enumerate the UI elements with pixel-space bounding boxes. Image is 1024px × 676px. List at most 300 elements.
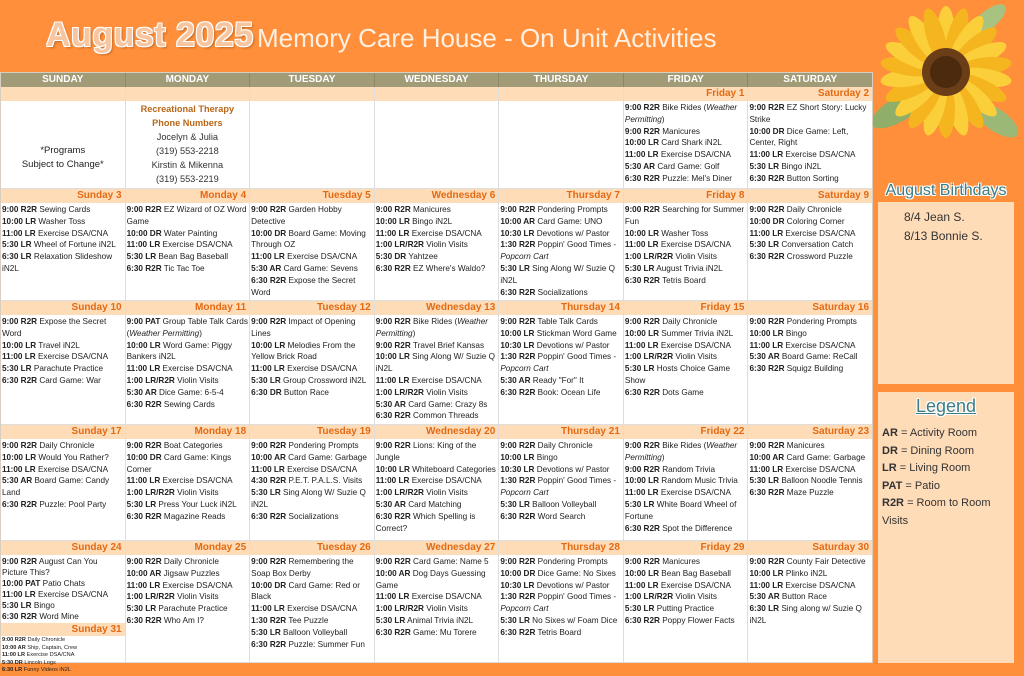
activity-time: 10:30 LR: [500, 464, 535, 474]
activity-text: Exercise DSA/CNA: [284, 604, 358, 614]
activity-text: Game: Mu Torere: [410, 627, 477, 637]
day-label: [1, 87, 125, 101]
activity-item: [749, 487, 871, 499]
activity-item: [2, 660, 124, 668]
activity-item: [625, 440, 747, 464]
activity-list: [1, 636, 125, 676]
activity-item: [376, 440, 498, 464]
activity-text: Card Game: Kings Corner: [126, 452, 232, 474]
activity-time: 9:00 R2R: [251, 317, 287, 326]
activity-item: [625, 251, 747, 263]
day-cell: [1, 301, 126, 425]
activity-time: 9:00 R2R: [2, 317, 38, 326]
activity-item: [2, 251, 124, 275]
activity-text: Remembering the Soap Box Derby: [251, 557, 354, 578]
activity-item: [749, 568, 871, 580]
activity-item: [251, 204, 373, 228]
activity-time: 6:30 R2R: [500, 387, 536, 397]
activity-item: [376, 511, 498, 535]
activity-text: Daily Chronicle: [535, 441, 593, 450]
activity-text: Animal Trivia iN2L: [405, 615, 474, 625]
activity-item: [625, 173, 747, 185]
activity-list: [748, 315, 872, 375]
activity-time: 1:00 LR/R2R: [624, 592, 674, 602]
activity-item: [127, 603, 249, 615]
activity-text: Crossword Puzzle: [784, 252, 853, 262]
activity-time: 5:30 LR: [126, 499, 157, 509]
activity-time: 10:00 LR: [251, 340, 286, 350]
month-title: August 2025: [46, 16, 254, 54]
activity-text: Violin Visits: [423, 488, 468, 498]
activity-text: Wheel of Fortune iN2L: [31, 240, 116, 250]
activity-time: 11:00 LR: [624, 240, 659, 250]
activity-text: Bean Bag Baseball: [156, 252, 229, 262]
activity-item: [749, 126, 871, 150]
activity-time: 11:00 LR: [749, 580, 784, 590]
activity-time: 1:00 LR/R2R: [375, 240, 424, 250]
activity-time: 9:00 R2R: [624, 126, 660, 136]
activity-time: 11:00 LR: [749, 228, 784, 238]
activity-list: [1, 555, 125, 622]
activity-time: 5:30 LR: [500, 263, 530, 273]
legend-panel: [878, 392, 1014, 663]
activity-time: 10:00 DR: [749, 126, 785, 136]
activity-time: 9:00 R2R: [375, 317, 411, 326]
activity-time: 5:30 DR: [375, 252, 407, 262]
activity-time: 10:00 LR: [2, 452, 37, 462]
activity-item: [500, 204, 622, 216]
activity-time: 9:00 R2R: [749, 205, 785, 214]
activity-time: 11:00 LR: [2, 464, 36, 474]
day-label: Thursday 7: [499, 189, 623, 203]
activity-item: [625, 351, 747, 363]
activity-time: 9:00 R2R: [375, 205, 411, 214]
activity-text: Washer Toss: [659, 228, 709, 238]
activity-item: [749, 173, 871, 185]
activity-text: Squigz Building: [784, 364, 844, 374]
activity-item: [376, 216, 498, 228]
activity-text-end: ): [661, 114, 665, 124]
activity-note: Weather Permitting: [624, 103, 738, 124]
activity-time: 10:00 LR: [749, 328, 784, 338]
activity-item: [127, 511, 249, 523]
activity-time: 11:00 LR: [375, 228, 410, 238]
activity-time: 10:00 LR: [749, 568, 784, 578]
activity-item: [127, 475, 249, 487]
activity-text: Ship, Captain, Crew: [25, 644, 78, 651]
activity-text: Button Sorting: [784, 173, 839, 183]
activity-time: 11:00 LR: [624, 340, 659, 350]
activity-list: [499, 203, 623, 298]
activity-text: Exercise DSA/CNA: [658, 150, 731, 160]
activity-time: 10:00 LR: [2, 340, 37, 350]
activity-item: [625, 228, 747, 240]
activity-time: 6:30 LR: [749, 604, 780, 614]
activity-time: 11:00 LR: [126, 364, 161, 374]
day-label: Friday 8: [624, 189, 748, 203]
activity-text: Yahtzee: [406, 252, 438, 262]
activity-time: 6:30 R2R: [251, 511, 287, 521]
activity-item: [500, 627, 622, 639]
activity-time: 5:30 LR: [126, 252, 157, 262]
activity-text: Word Game: Piggy Bankers iN2L: [126, 340, 233, 362]
activity-list: [748, 101, 872, 185]
activity-text: Poppy Flower Facts: [659, 615, 735, 625]
activity-item: [625, 328, 747, 340]
activity-time: 10:00 LR: [126, 340, 161, 350]
activity-time: 9:00 R2R: [624, 317, 660, 326]
activity-item: [625, 275, 747, 287]
activity-time: 9:00 R2R: [500, 205, 536, 214]
activity-item: [376, 615, 498, 627]
activity-text: Jigsaw Puzzles: [161, 568, 220, 578]
activity-list: [499, 315, 623, 399]
activity-item: [127, 204, 249, 228]
activity-time: 9:00 R2R: [624, 464, 660, 474]
activity-text: Tee Puzzle: [286, 615, 329, 625]
activity-time: 11:00 LR: [2, 228, 36, 238]
day-label: Sunday 24: [1, 541, 125, 555]
day-cell: [250, 87, 375, 189]
activity-time: 10:00 LR: [375, 216, 410, 226]
activity-text: Puzzle: Mel's Diner: [659, 173, 733, 183]
activity-text: Card Game: Red or Black: [251, 580, 360, 602]
activity-item: [2, 316, 124, 340]
activity-time: 11:00 LR: [375, 476, 410, 486]
activity-text: Funny Videos iN2L: [22, 667, 71, 674]
activity-text: Button Race: [779, 592, 827, 602]
activity-time: 10:30 LR: [500, 580, 535, 590]
activity-list: [624, 101, 748, 185]
day-label: Sunday 31: [1, 623, 125, 636]
activity-time: 9:00 R2R: [500, 317, 536, 326]
activity-item: [376, 464, 498, 476]
activity-text: Which Spelling is Correct?: [375, 511, 476, 533]
activity-time: 6:30 R2R: [500, 511, 536, 521]
activity-text: Magazine Reads: [161, 511, 226, 521]
activity-text: Exercise DSA/CNA: [409, 228, 482, 238]
day-cell: [375, 425, 500, 541]
activity-list: [126, 315, 250, 410]
activity-item: [500, 440, 622, 452]
activity-list: [748, 555, 872, 627]
activity-time: 5:30 AR: [375, 499, 406, 509]
activity-time: 1:00 LR/R2R: [126, 592, 175, 602]
calendar-week: [1, 425, 872, 541]
birthday-item: 8/13 Bonnie S.: [904, 229, 983, 243]
activity-text: Maze Puzzle: [784, 488, 834, 498]
activity-item: [749, 204, 871, 216]
activity-item: [500, 340, 622, 352]
activity-list: [126, 203, 250, 275]
activity-text: Hosts Choice Game Show: [624, 364, 731, 385]
activity-item: [625, 523, 747, 535]
activity-item: [251, 464, 373, 476]
activity-text: Card Game: War: [37, 375, 101, 385]
activity-item: [251, 639, 373, 651]
day-label: Monday 18: [126, 425, 250, 439]
activity-item: [2, 216, 124, 228]
legend-title: Legend: [915, 396, 977, 416]
activity-time: 5:30 LR: [126, 604, 157, 614]
activity-time: 6:30 R2R: [749, 252, 785, 262]
activity-list: [250, 555, 374, 650]
activity-item: [376, 263, 498, 275]
day-cell: [126, 189, 251, 301]
activity-item: [376, 499, 498, 511]
day-cell: [1, 87, 126, 189]
activity-item: [500, 351, 622, 375]
activity-list: [126, 439, 250, 523]
activity-item: [749, 328, 871, 340]
activity-time: 9:00 R2R: [749, 103, 785, 112]
activity-item: [625, 580, 747, 592]
activity-item: [625, 239, 747, 251]
activity-text: County Fair Detective: [784, 557, 866, 566]
legend-item: [882, 495, 1010, 530]
activity-time: 11:00 LR: [251, 604, 285, 614]
activity-text: Balloon Volleyball: [280, 627, 348, 637]
activity-time: 5:30 AR: [251, 263, 282, 273]
activity-note: Popcorn Cart: [500, 488, 549, 498]
activity-item: [625, 487, 747, 499]
activity-text: White Board Wheel of Fortune: [624, 499, 737, 521]
activity-text: Balloon Noodle Tennis: [779, 476, 863, 486]
activity-note: Popcorn Cart: [500, 364, 549, 374]
activity-text: Whiteboard Categories: [409, 464, 496, 474]
activity-item: [500, 287, 622, 299]
day-cell: [1, 425, 126, 541]
activity-item: [127, 251, 249, 263]
activity-item: [376, 239, 498, 251]
activity-list: [375, 555, 499, 639]
calendar-week: [1, 189, 872, 301]
activity-item: [2, 499, 124, 511]
activity-text: Bingo iN2L: [409, 216, 453, 226]
legend-code: AR: [882, 427, 898, 439]
activity-time: 6:30 R2R: [624, 387, 660, 397]
birthdays-panel: [878, 178, 1014, 384]
activity-time: 1:00 LR/R2R: [624, 352, 674, 362]
activity-text: Bingo: [783, 328, 807, 338]
activity-text: Water Painting: [161, 228, 218, 238]
activity-item: [625, 475, 747, 487]
day-label: Friday 22: [624, 425, 748, 439]
weekday-header: [1, 73, 872, 87]
activity-text: Word Search: [535, 511, 586, 521]
activity-text: Bike Rides (: [410, 317, 458, 326]
activity-text: Exercise DSA/CNA: [409, 592, 482, 602]
day-label: Thursday 14: [499, 301, 623, 315]
activity-item: [749, 251, 871, 263]
activity-text: Exercise DSA/CNA: [160, 240, 233, 250]
activity-text: Violin Visits: [174, 592, 219, 602]
activity-text: Poppin' Good Times -: [535, 476, 617, 486]
activity-time: 6:30 R2R: [624, 615, 660, 625]
day-label: [250, 87, 374, 101]
day-label: Saturday 23: [748, 425, 872, 439]
activity-time: 6:30 R2R: [500, 287, 536, 297]
day-cell: [748, 541, 872, 663]
activity-item: [376, 316, 498, 340]
activity-text: Puzzle: Pool Party: [37, 499, 107, 509]
day-label: Tuesday 26: [250, 541, 374, 555]
activity-text: Bingo: [31, 601, 55, 610]
activity-time: 10:00 LR: [2, 216, 37, 226]
activity-time: 10:00 AR: [375, 568, 411, 578]
rt-title: Recreational Therapy: [140, 104, 235, 114]
activity-time: 10:00 DR: [500, 568, 536, 578]
page-title: Memory Care House - On Unit Activities: [257, 23, 717, 53]
activity-time: 11:00 LR: [624, 150, 659, 160]
activity-list: [375, 439, 499, 534]
day-label: Saturday 16: [748, 301, 872, 315]
activity-text: Dice Game: Left, Center, Right: [749, 126, 849, 148]
activity-time: 6:30 R2R: [126, 615, 162, 625]
day-cell: [499, 541, 624, 663]
activity-list: [250, 439, 374, 523]
activity-time: 1:00 LR/R2R: [375, 387, 424, 397]
activity-time: 1:30 R2R: [500, 476, 536, 486]
day-label: Sunday 17: [1, 425, 125, 439]
activity-item: [749, 161, 871, 173]
activity-item: [625, 102, 747, 126]
activity-item: [251, 251, 373, 263]
day-label: Sunday 3: [1, 189, 125, 203]
activity-text: Socializations: [286, 511, 339, 521]
activity-time: 9:00 R2R: [624, 441, 660, 450]
legend-list: [878, 417, 1014, 530]
activity-item: [251, 603, 373, 615]
activity-time: 9:00 R2R: [126, 205, 162, 214]
activity-item: [500, 591, 622, 615]
activity-item: [749, 351, 871, 363]
activity-time: 10:30 LR: [500, 340, 535, 350]
activity-text: Balloon Volleyball: [529, 499, 597, 509]
day-label: Wednesday 20: [375, 425, 499, 439]
activity-time: 6:30 R2R: [251, 639, 287, 649]
activity-time: 1:00 LR/R2R: [375, 488, 424, 498]
activity-item: [625, 499, 747, 523]
activity-text: Sing Along W/ Suzie Q iN2L: [375, 352, 495, 374]
activity-item: [251, 275, 373, 299]
activity-time: 9:00 R2R: [251, 557, 287, 566]
activity-text: Board Game: Moving Through OZ: [251, 228, 366, 250]
activity-time: 10:00 DR: [251, 580, 287, 590]
activity-item: [749, 591, 871, 603]
activity-text: Putting Practice: [654, 604, 715, 614]
activity-time: 6:30 R2R: [2, 499, 38, 509]
activity-text: Violin Visits: [423, 240, 468, 250]
activity-text: EZ Short Story: Lucky Strike: [749, 103, 867, 124]
activity-time: 11:00 LR: [2, 652, 26, 659]
activity-text: Exercise DSA/CNA: [160, 580, 233, 590]
activity-item: [251, 487, 373, 511]
activity-text: Boat Categories: [161, 441, 223, 450]
activity-item: [376, 475, 498, 487]
activity-text: Sewing Cards: [161, 399, 215, 409]
activity-text: Card Game: UNO: [535, 216, 603, 226]
activity-time: 9:00 R2R: [126, 441, 162, 450]
activity-text: EZ Where's Waldo?: [410, 263, 486, 273]
activity-text: Manicures: [659, 557, 700, 566]
activity-time: 1:00 LR/R2R: [624, 252, 674, 262]
activity-item: [376, 487, 498, 499]
activity-time: 5:30 AR: [749, 352, 780, 362]
activity-time: 9:00 R2R: [2, 441, 38, 450]
activity-item: [500, 556, 622, 568]
activity-time: 10:00 AR: [126, 568, 162, 578]
activity-item: [127, 340, 249, 364]
activity-time: 1:00 LR/R2R: [375, 604, 424, 614]
activity-item: [749, 556, 871, 568]
activity-item: [251, 556, 373, 580]
activity-item: [127, 452, 249, 476]
activity-text: Garden Hobby Detective: [251, 205, 342, 226]
day-label: Tuesday 5: [250, 189, 374, 203]
activity-list: [624, 439, 748, 534]
activity-item: [251, 452, 373, 464]
activity-time: 11:00 LR: [251, 364, 285, 374]
activity-item: [2, 239, 124, 251]
activity-item: [2, 645, 124, 653]
activity-item: [500, 511, 622, 523]
activity-time: 9:00 R2R: [2, 205, 38, 214]
activity-list: [1, 315, 125, 387]
activity-time: 5:30 LR: [749, 161, 780, 171]
activity-time: 9:00 R2R: [749, 557, 785, 566]
activity-item: [376, 603, 498, 615]
activity-text: Dog Days Guessing Game: [375, 568, 486, 590]
activity-time: 10:00 LR: [624, 138, 660, 148]
calendar-week: [1, 301, 872, 425]
activity-time: 5:30 LR: [624, 499, 655, 509]
activity-item: [749, 475, 871, 487]
activity-time: 9:00 R2R: [251, 441, 287, 450]
activity-text: Socializations: [535, 287, 588, 297]
activity-time: 5:30 LR: [500, 615, 530, 625]
activity-time: 4:30 R2R: [251, 476, 287, 486]
activity-item: [2, 363, 124, 375]
activity-item: [2, 667, 124, 675]
activity-time: 1:30 R2R: [500, 352, 536, 362]
activity-text: Patio Chats: [40, 579, 85, 588]
weekday-saturday: SATURDAY: [783, 74, 838, 85]
activity-item: [2, 351, 124, 363]
activity-text: Exercise DSA/CNA: [35, 228, 109, 238]
activity-item: [625, 464, 747, 476]
day-label: Tuesday 12: [250, 301, 374, 315]
birthdays-list: [878, 202, 1014, 246]
activity-time: 6:30 R2R: [2, 612, 38, 621]
activity-text: Parachute Practice: [156, 604, 228, 614]
activity-item: [500, 239, 622, 263]
activity-text: Exercise DSA/CNA: [658, 580, 731, 590]
activity-text-end: ): [661, 452, 665, 462]
legend-desc: = Activity Room: [897, 427, 978, 439]
sunflower-icon: [868, 0, 1024, 150]
activity-item: [500, 580, 622, 592]
activity-list: [375, 101, 499, 102]
day-label: Thursday 28: [499, 541, 623, 555]
activity-text: Conversation Catch: [779, 240, 854, 250]
legend-item: [882, 443, 1010, 461]
activity-text: Violin Visits: [673, 352, 717, 362]
activity-item: [2, 600, 124, 611]
activity-text: Daily Chronicle: [25, 637, 66, 643]
activity-time: 11:00 LR: [126, 476, 161, 486]
activity-item: [2, 340, 124, 352]
